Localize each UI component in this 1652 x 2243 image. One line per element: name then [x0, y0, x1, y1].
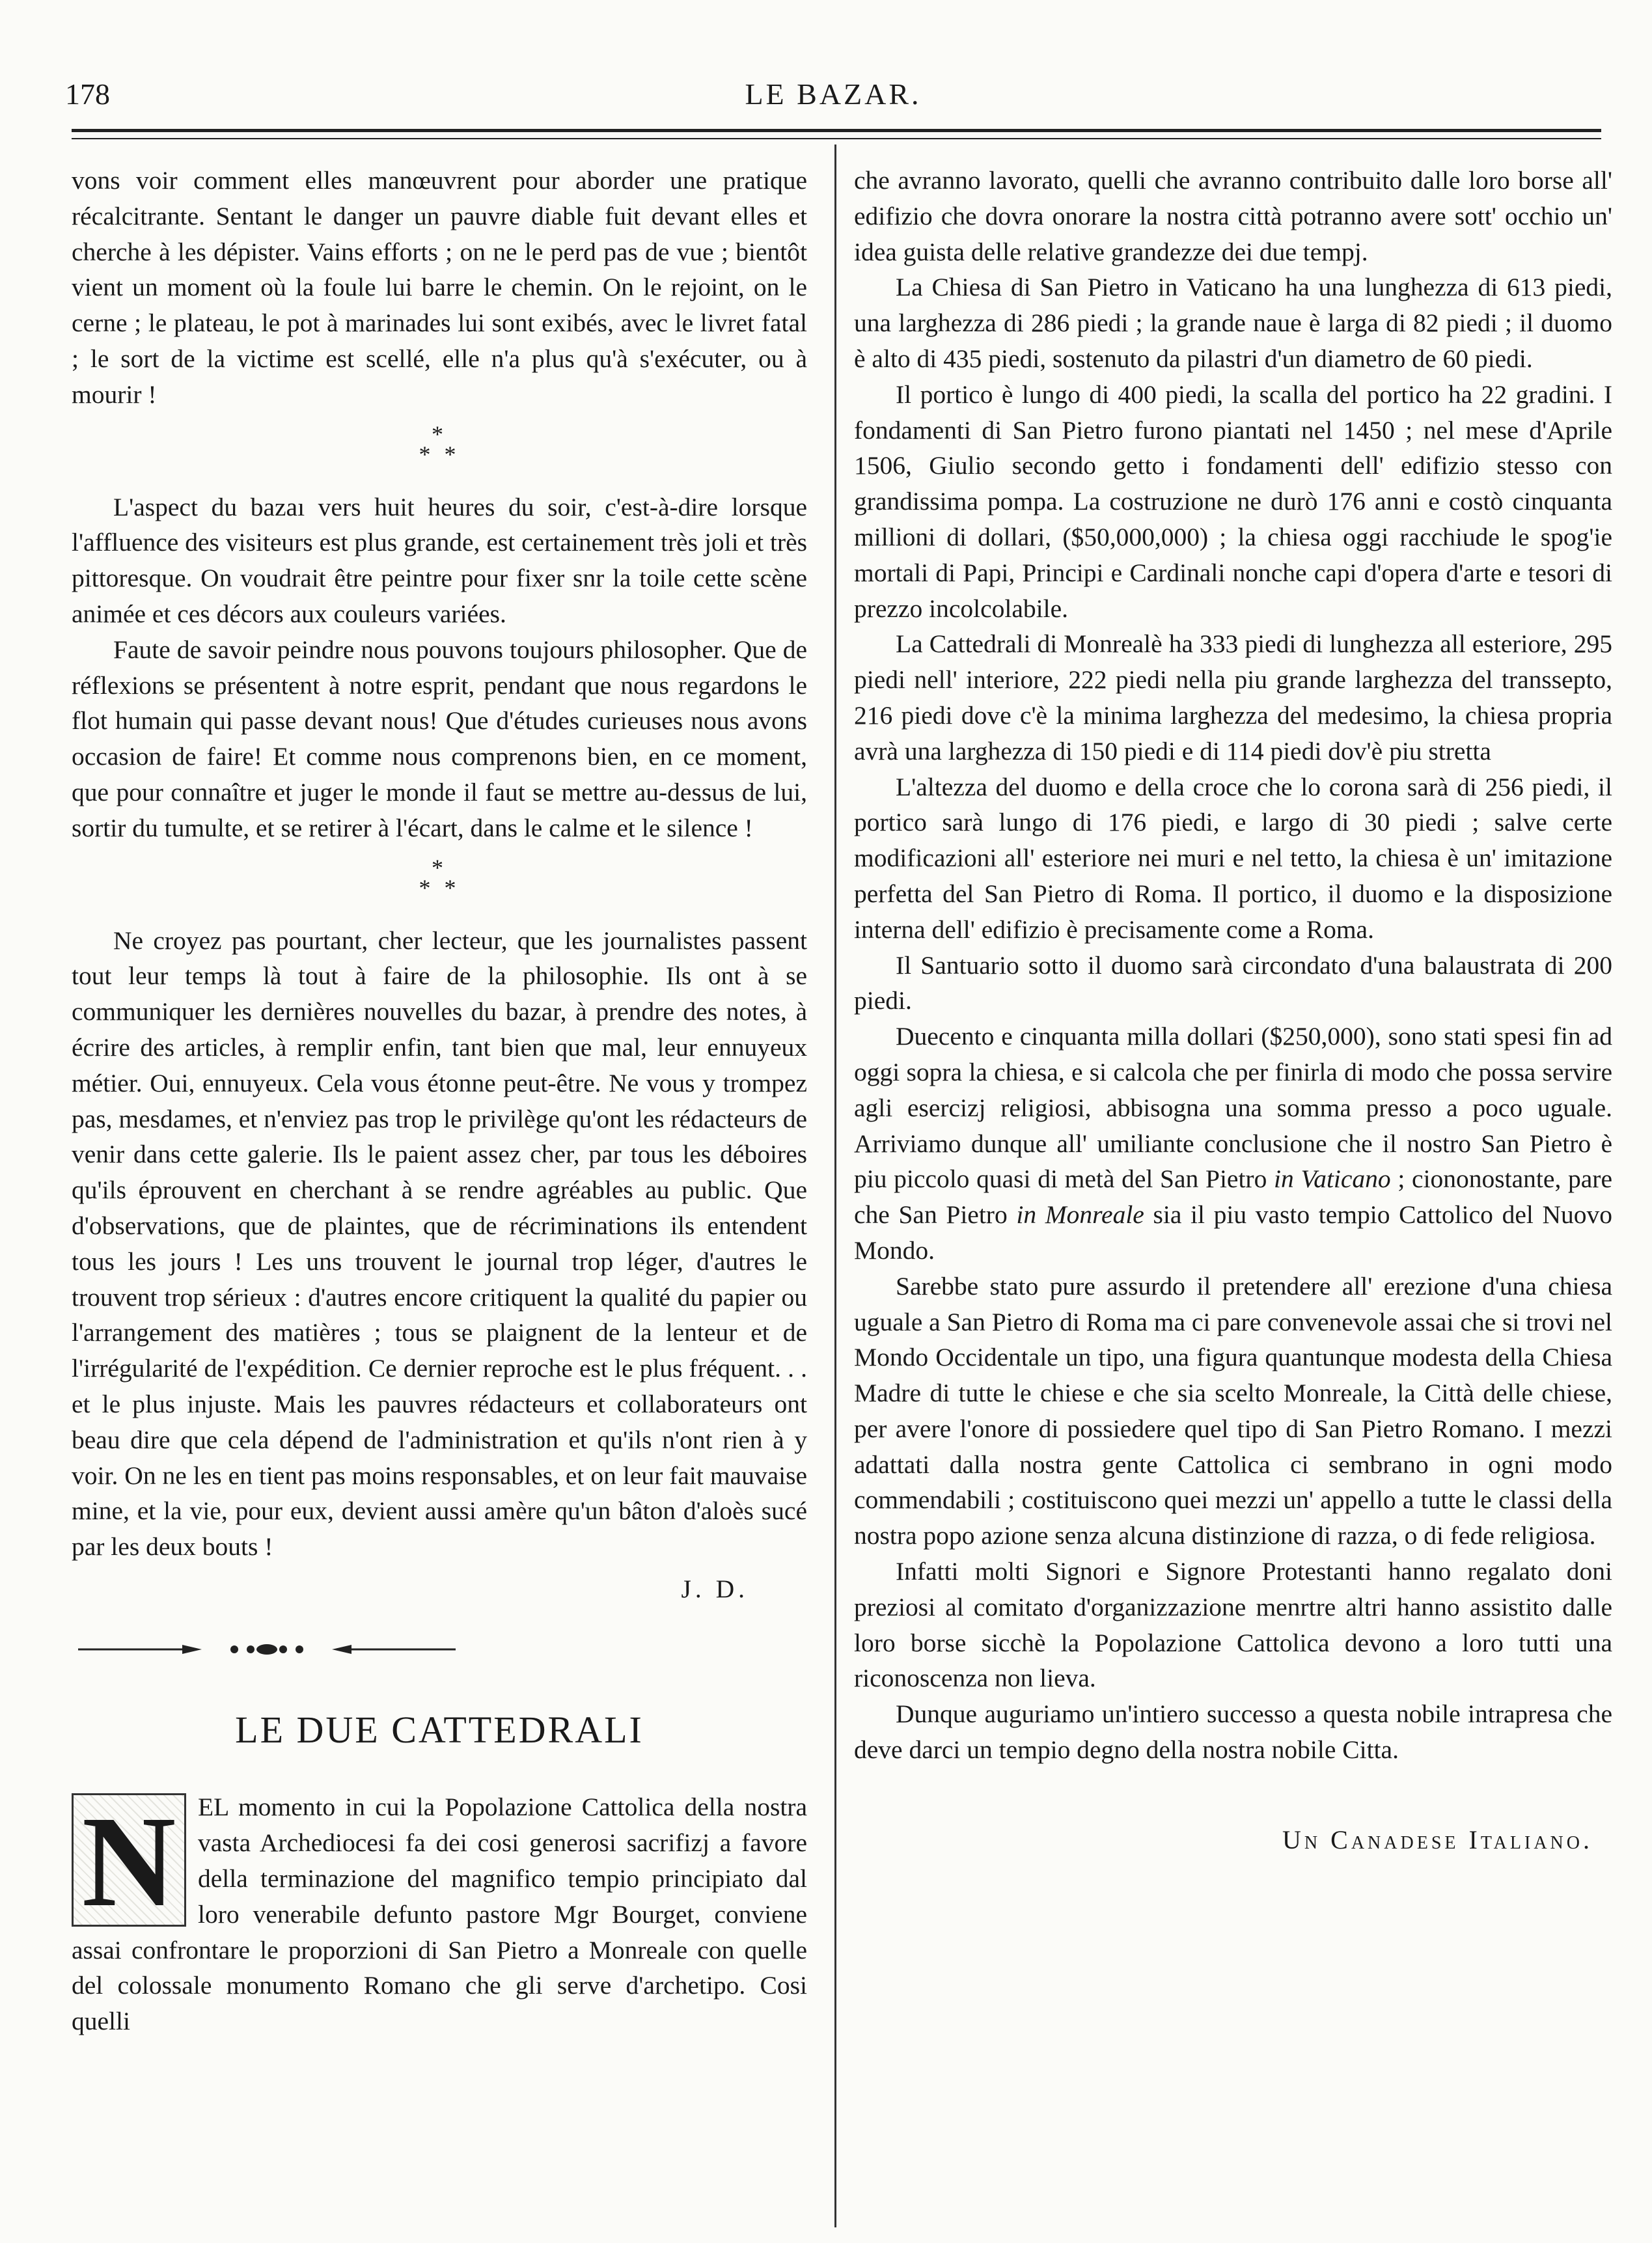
- page-number: 178: [65, 77, 110, 111]
- header-rule: [72, 129, 1601, 132]
- emphasis: in Vaticano: [1274, 1164, 1391, 1194]
- article-author: Un Canadese Italiano.: [1282, 1824, 1593, 1854]
- signature: J. D.: [681, 1574, 749, 1603]
- paragraph: Faute de savoir peindre nous pouvons toujours philosopher. Que de réflexions se présentent à notre esprit, pendant que nous regardons le flot humain qui passe devant nous! Que d'études curieuses nous avons occasion de faire! Et comme nous comprenons bien, en ce moment, que pour connaître et juger le monde il faut se mettre au-dessus de lui, sortir du tumulte, et se retirer à l'écart, dans le calme et le silence !: [72, 635, 807, 842]
- running-title: LE BAZAR.: [745, 77, 922, 111]
- paragraph: Infatti molti Signori e Signore Protestanti hanno regalato doni preziosi al comitato d'organizzazione menrtre altri hanno assistito dalle loro borse sicchè la Popolazione Cattolica devono a loro tutti una riconoscenza non lieva.: [854, 1557, 1612, 1693]
- paragraph: Il portico è lungo di 400 piedi, la scalla del portico ha 22 gradini. I fondamenti di San Pietro furono piantati nel 1450 ; nel mese d'Aprile 1506, Giulio secondo getto i fondamenti dell' edifizio stesso con grandissima pompa. La costruzione ne durò 176 anni e costò cinquanta millioni di dollari, ($50,000,000) ; la chiesa oggi racchiude le spog'ie mortali di Papi, Principi e Cardinali nonche capi d'opera d'arte e tesori di prezzo incolcolabile.: [854, 379, 1612, 623]
- paragraph: La Chiesa di San Pietro in Vaticano ha una lunghezza di 613 piedi, una larghezza di 286 piedi ; la grande naue è larga di 82 piedi ; il duomo è alto di 435 piedi, sostenuto da pilastri d'un diametro de 60 piedi.: [854, 273, 1612, 373]
- paragraph: che avranno lavorato, quelli che avranno contribuito dalle loro borse all' edifizio che dovra onorare la nostra città potranno avere sott' occhio un' idea guista delle relative grandezze dei due tempj.: [854, 166, 1612, 266]
- article-opening: [72, 1789, 807, 2039]
- paragraph: Dunque auguriamo un'intiero successo a questa nobile intrapresa che deve darci un tempio degno della nostra nobile Citta.: [854, 1699, 1612, 1765]
- header-rule-thin: [72, 138, 1601, 139]
- page-header: [65, 77, 1601, 129]
- paragraph: vons voir comment elles manœuvrent pour aborder une pratique récalcitrante. Sentant le danger un pauvre diable fuit devant elles et cherche à les dépister. Vains efforts ; on ne le perd pas de vue ; bientôt vient un moment où la foule lui barre le chemin. On le rejoint, on le cerne ; le plateau, le pot à marinades lui sont exibés, avec le livret fatal ; le sort de la victime est scellé, elle n'a plus qu'à s'exécuter, ou à mourir !: [72, 166, 807, 409]
- paragraph: Duecento e cinquanta milla dollari ($250,000), sono stati spesi fin ad oggi sopra la chiesa, e si calcola che per finirla di modo che possa servire agli esercizj religiosi, abbisogna una somma presso a poco uguale. Arriviamo dunque all' umiliante conclusione che il nostro San Pietro è piu piccolo quasi di metà del San Pietro in Vaticano ; ciononostante, pare che San Pietro in Monreale sia il piu vasto tempio Cattolico del Nuovo Mondo.: [854, 1022, 1612, 1265]
- paragraph: La Cattedrali di Monrealè ha 333 piedi di lunghezza all esteriore, 295 piedi nell' interiore, 222 piedi nella piu grande larghezza del transsepto, 216 piedi dove c'è la minima larghezza del medesimo, la chiesa propria avrà una larghezza di 150 piedi e di 114 piedi dov'è piu stretta: [854, 629, 1612, 765]
- drop-cap: N: [72, 1793, 186, 1927]
- column-divider: [834, 144, 836, 2227]
- paragraph: EL momento in cui la Popolazione Cattolica della nostra vasta Archediocesi fa dei cosi generosi sacrifizj a favore della terminazione del magnifico tempio principiato dal loro venerabile defunto pastore Mgr Bourget, conviene assai confrontare le proporzioni di San Pietro a Monreale con quelle del colossale monumento Romano che gli serve d'archetipo. Cosi quelli: [72, 1793, 807, 2036]
- section-break-asterism: * * *: [419, 420, 460, 467]
- emphasis: in Monreale: [1016, 1200, 1144, 1230]
- section-break-asterism: * * *: [419, 854, 460, 901]
- paragraph: Sarebbe stato pure assurdo il pretendere all' erezione d'una chiesa uguale a San Pietro di Roma ma ci pare convenevole assai che si trovi nel Mondo Occidentale un tipo, una figura quantunque modesta della Chiesa Madre di tutte le chiese e che sia scelto Monreale, la Città delle chiese, per avere l'onore di possiedere quel tipo di San Pietro Romano. I mezzi adattati dalla nostra gente Cattolica ci sembrano in ogni modo commendabili ; costituiscono quei mezzi un' appello a tutte le classi della nostra popo azione senza alcuna distinzione di razza, o di fede religiosa.: [854, 1271, 1612, 1550]
- article-title: LE DUE CATTEDRALI: [235, 1709, 644, 1752]
- left-column: [72, 163, 807, 2039]
- paragraph: L'aspect du bazaı vers huit heures du soir, c'est-à-dire lorsque l'affluence des visiteurs est plus grande, est certainement très joli et très pittoresque. On voudrait être peintre pour fixer snr la toile cette scène animée et ces décors aux couleurs variées.: [72, 492, 807, 628]
- paragraph: Il Santuario sotto il duomo sarà circondato d'una balaustrata di 200 piedi.: [854, 950, 1612, 1015]
- paragraph: L'altezza del duomo e della croce che lo corona sarà di 256 piedi, il portico sarà lungo di 176 piedi, e largo di 30 piedi ; salve certe modificazioni all' esteriore nei muri e nel tetto, la chiesa è un' imitazione perfetta del San Pietro di Roma. Il portico, il duomo e la disposizione interna dell' edifizio è precisamente come a Roma.: [854, 772, 1612, 944]
- paragraph: Ne croyez pas pourtant, cher lecteur, que les journalistes passent tout leur temps là tout à faire de la philosophie. Ils ont à se communiquer les dernières nouvelles du bazar, à prendre des notes, à écrire des articles, à remplir enfin, tant bien que mal, leur ennuyeux métier. Oui, ennuyeux. Cela vous étonne peut-être. Ne vous y trompez pas, mesdames, et n'enviez pas trop le privilège qu'ont les rédacteurs de venir dans cette galerie. Ils le paient assez cher, par tous les déboires qu'ils éprouvent en cherchant à se rendre agréables au public. Que d'observations, que de plaintes, que de récriminations ils entendent tous les jours ! Les uns trouvent le journal trop léger, d'autres le trouvent trop sérieux : d'autres encore critiquent la qualité du papier ou l'arrangement des matières ; tous se plaignent de la lenteur et de l'irrégularité de l'expédition. Ce dernier reproche est le plus fréquent. . . et le plus injuste. Mais les pauvres rédacteurs et collaborateurs ont beau dire que cela dépend de l'administration et qu'ils n'ont rien à y voir. On ne les en tient pas moins responsables, et on leur fait mauvaise mine, et la vie, pour eux, devient aussi amère qu'un bâton d'aloès sucé par les deux bouts !: [72, 926, 807, 1562]
- right-column: [854, 163, 1612, 1858]
- ornament-divider: [72, 1640, 462, 1659]
